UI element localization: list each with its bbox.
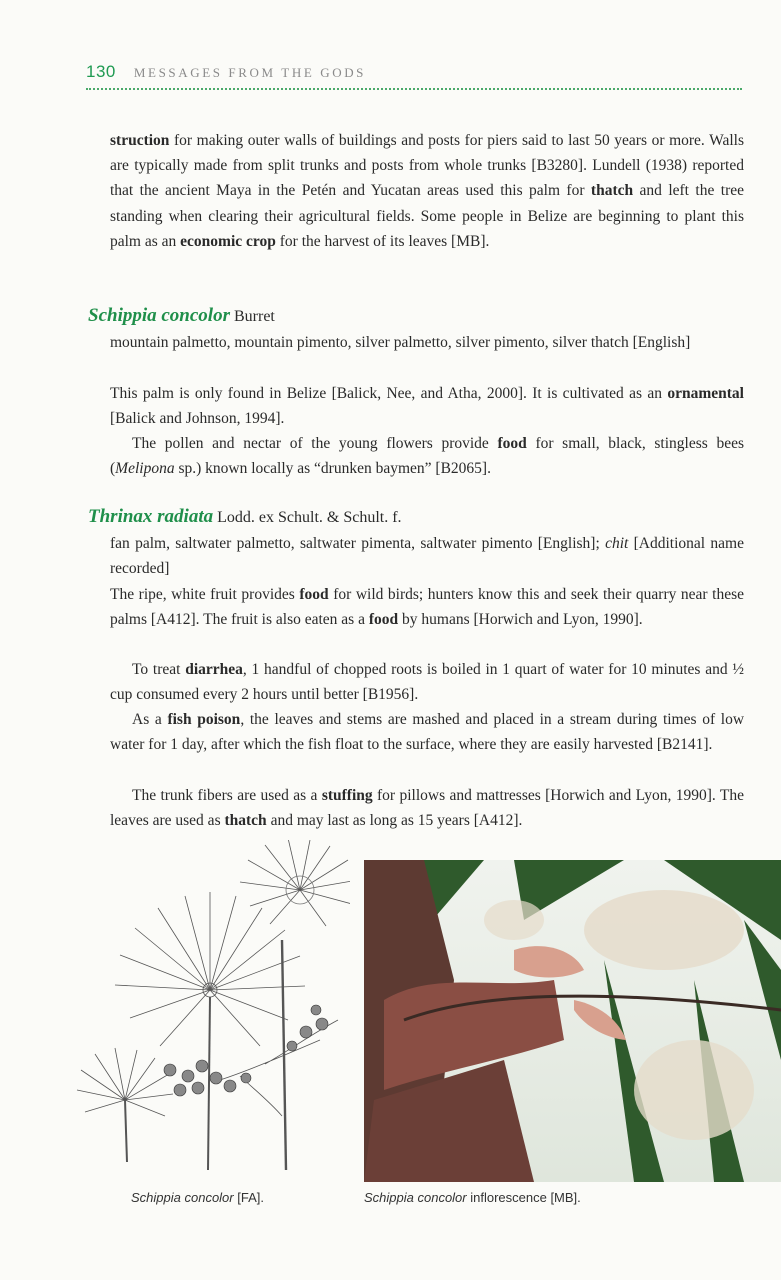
paragraph-schippia-food: The pollen and nectar of the young flowers provide food for small, black, stingless bees (Melipona sp.) known locally as “drunken baymen” [B2065]. — [110, 435, 745, 478]
palm-illustration — [70, 840, 350, 1180]
page-number: 130 — [86, 62, 116, 81]
book-title: MESSAGES FROM THE GODS — [133, 65, 367, 80]
caption-drawing: Schippia concolor [FA]. — [131, 1190, 264, 1205]
caption-photo: Schippia concolor inflorescence [MB]. — [364, 1190, 581, 1205]
palm-photo — [364, 860, 781, 1182]
paragraph-thrinax-fish-poison: As a fish poison, the leaves and stems are mashed and placed in a stream during times of low water for 1 day, after which the fish float to the surface, where they are easily harvested [B2141]. — [110, 711, 745, 754]
inflorescence-photo — [364, 860, 781, 1182]
common-names-schippia: mountain palmetto, mountain pimento, silver palmetto, silver pimento, silver thatch [English] — [110, 334, 691, 351]
entry-heading-thrinax: Thrinax radiata Lodd. ex Schult. & Schult. f. — [88, 506, 402, 527]
paragraph-schippia-range: This palm is only found in Belize [Balick, Nee, and Atha, 2000]. It is cultivated as an ornamental [Balick and Johnson, 1994]. — [110, 385, 744, 428]
common-names-thrinax: fan palm, saltwater palmetto, saltwater pimenta, saltwater pimento [English]; chit [Additional name recorded] — [110, 535, 744, 578]
running-head — [86, 62, 742, 90]
intro-paragraph: struction for making outer walls of buildings and posts for piers said to last 50 years or more. Walls are typically made from split trunks and posts from whole trunks [B3280]. Lundell (1938) reported that the ancient Maya in the Petén and Yucatan areas used this palm for thatch and left the tree standing when clearing their agricultural fields. Some people in Belize are beginning to plant this palm as an economic crop for the harvest of its leaves [MB]. — [110, 132, 744, 250]
paragraph-thrinax-fibers: The trunk fibers are used as a stuffing for pillows and mattresses [Horwich and Lyon, 1990]. The leaves are used as thatch and may last as long as 15 years [A412]. — [110, 787, 744, 830]
botanical-drawing — [70, 840, 350, 1180]
entry-heading-schippia: Schippia concolor Burret — [88, 305, 275, 326]
paragraph-thrinax-fruit: The ripe, white fruit provides food for wild birds; hunters know this and seek their quarry near these palms [A412]. The fruit is also eaten as a food by humans [Horwich and Lyon, 1990]. — [110, 586, 744, 629]
paragraph-thrinax-diarrhea: To treat diarrhea, 1 handful of chopped roots is boiled in 1 quart of water for 10 minutes and ½ cup consumed every 2 hours until better [B1956]. — [110, 661, 744, 704]
